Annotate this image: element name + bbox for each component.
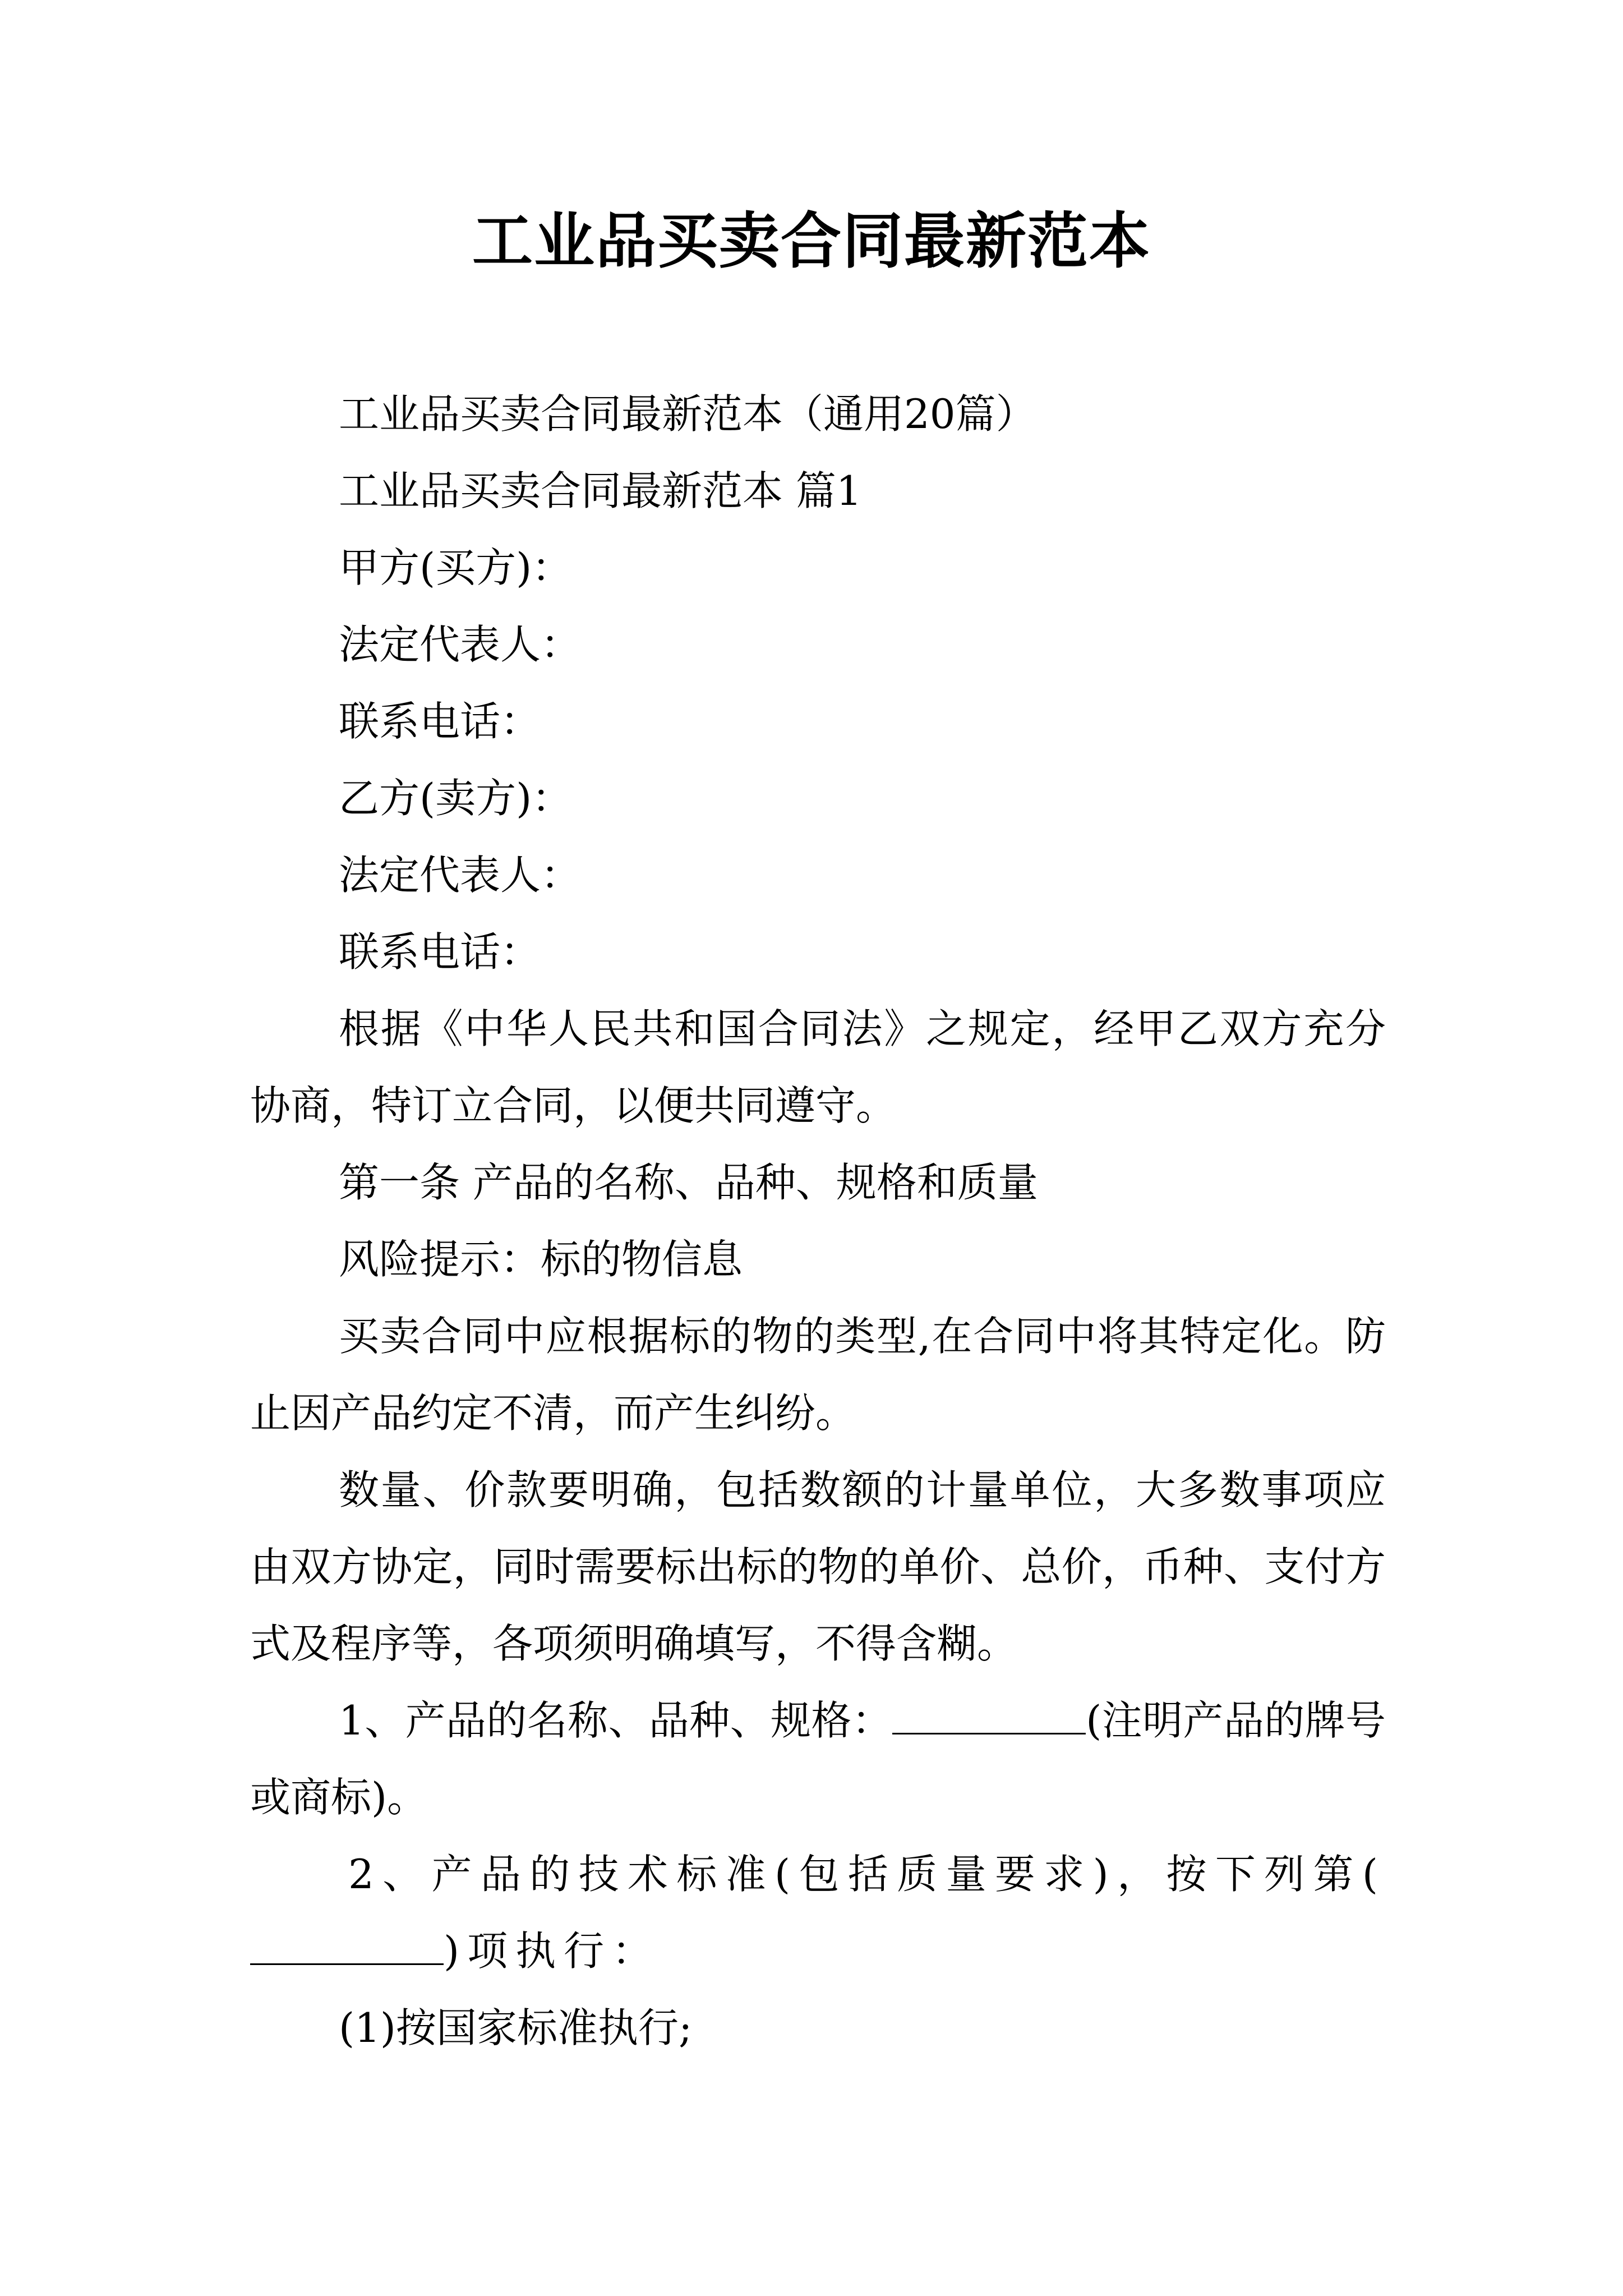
paragraph: 根据《中华人民共和国合同法》之规定，经甲乙双方充分协商，特订立合同，以便共同遵守。: [250, 1005, 1386, 1129]
paragraph: 联系电话：: [339, 928, 541, 976]
document-body: [250, 376, 1386, 2067]
paragraph: (1)按国家标准执行;: [339, 2004, 693, 2051]
item-1-label: 1、产品的名称、品种、规格：: [339, 1697, 893, 1744]
page-title: 工业品买卖合同最新范本: [472, 206, 1151, 277]
item-2-paragraph: [250, 1836, 1386, 1990]
paragraph: 风险提示：标的物信息: [339, 1236, 743, 1283]
paragraph: 工业品买卖合同最新范本（通用20篇）: [339, 390, 1036, 438]
item-2-note: )项执行：: [444, 1927, 661, 1975]
paragraph: 甲方(买方)：: [339, 544, 573, 591]
fill-in-blank: [892, 1694, 1086, 1734]
paragraph: 买卖合同中应根据标的物的类型,在合同中将其特定化。防止因产品约定不清，而产生纠纷。: [250, 1313, 1386, 1437]
item-1-paragraph: [250, 1682, 1386, 1836]
paragraph: 法定代表人：: [339, 852, 582, 899]
item-1-note: (注明产品的牌号或商标)。: [250, 1697, 1386, 1821]
paragraph: 第一条 产品的名称、品种、规格和质量: [339, 1159, 1038, 1206]
paragraph: 数量、价款要明确，包括数额的计量单位，大多数事项应由双方协定，同时需要标出标的物的单价、总价，币种、支付方式及程序等，各项须明确填写，不得含糊。: [250, 1466, 1386, 1667]
paragraph: 工业品买卖合同最新范本 篇1: [339, 467, 862, 514]
paragraph: 法定代表人：: [339, 621, 582, 668]
paragraph: 联系电话：: [339, 698, 541, 745]
fill-in-blank: [250, 1924, 444, 1965]
paragraph: 乙方(卖方)：: [339, 775, 573, 822]
item-2-label: 2、产品的技术标准(包括质量要求)，按下列第(: [348, 1851, 1386, 1898]
